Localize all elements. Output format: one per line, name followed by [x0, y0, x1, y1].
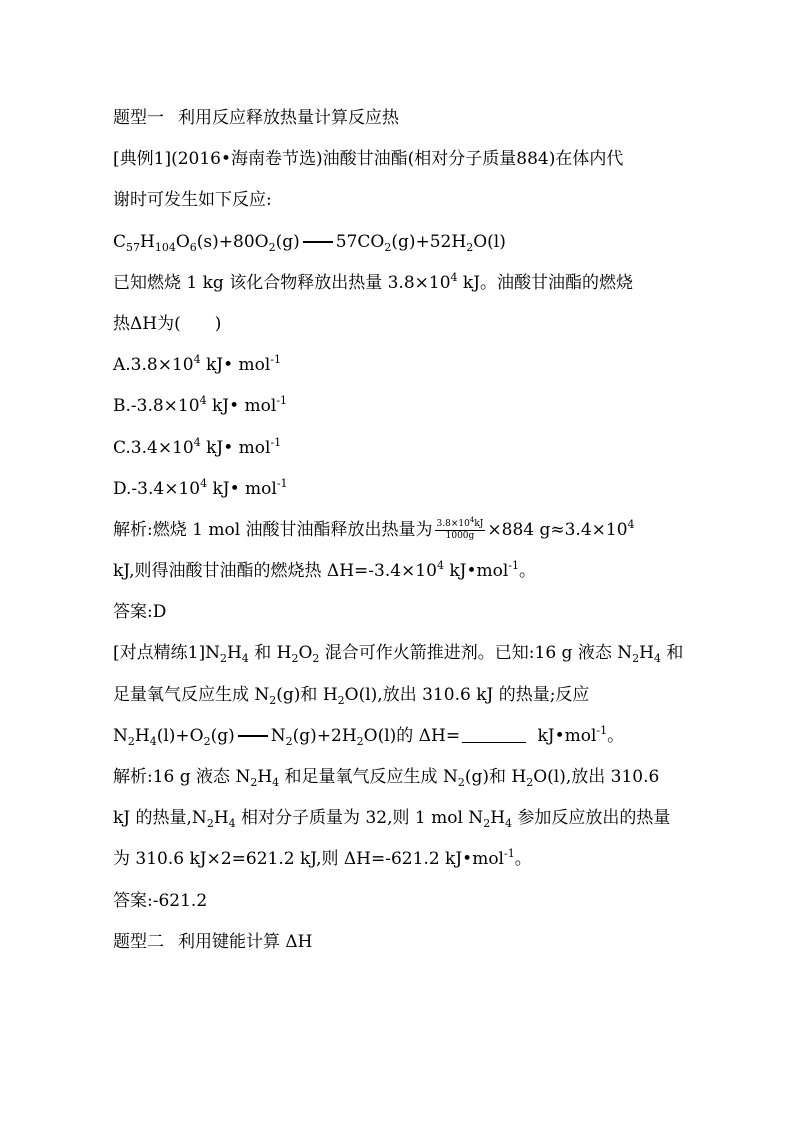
example-1-analysis-cont: kJ,则得油酸甘油酯的燃烧热 $\Delta H=-3.4\times 10^4$ kJ•mol$^{-1}$。	[113, 559, 536, 582]
option-a: $A.3.8\times 10^4$ kJ• mol$^{-1}$	[113, 353, 282, 376]
document-body	[113, 98, 693, 963]
option-d: $D.-3.4\times 10^4$ kJ• mol$^{-1}$	[113, 476, 288, 499]
practice-1-analysis-cont: kJ 的热量$,N_2H_4$ 相对分子质量为 32,则 1 mol $N_2H_4$ 参加反应放出的热量	[113, 808, 671, 831]
heat-fraction: $\frac{3.8\times 10^4kJ}{1000g}$	[436, 515, 484, 541]
reaction-equation: $C_{57}H_{104}O_6(s)+80O_2(g)$ $57CO_2(g)+52H_2O(l)$	[113, 231, 506, 254]
practice-1-analysis-end: 为 310.6 kJ×2=621.2 kJ,则 ΔH=-621.2 kJ•mol$^{-1}$。	[113, 847, 532, 870]
reaction-arrow	[303, 241, 333, 243]
example-1-intro-cont: 谢时可发生如下反应:	[113, 190, 272, 211]
example-1-answer: 答案:D	[113, 602, 167, 623]
example-1-question: 热ΔH为( )	[113, 313, 222, 334]
section-title-2: 题型二 利用键能计算 ΔH	[113, 931, 313, 952]
option-b: $B.-3.8\times 10^4$ kJ• mol$^{-1}$	[113, 394, 288, 417]
example-1-intro: [典例1](2016•海南卷节选)油酸甘油酯(相对分子质量884)在体内代	[113, 149, 624, 170]
practice-1-answer: 答案:-621.2	[113, 890, 208, 911]
section-title-1: 题型一 利用反应释放热量计算反应热	[113, 108, 399, 128]
practice-1-reaction: $N_2H_4(l)+O_2(g)$ $N_2(g)+2H_2O(l)$的 ΔH= kJ•mol$^{-1}$。	[113, 723, 625, 748]
reaction-arrow	[238, 735, 268, 737]
practice-1-given: 足量氧气反应生成 $N_2(g)$和 $H_2O(l)$,放出 310.6 kJ 的热量;反应	[113, 684, 590, 707]
answer-blank[interactable]	[462, 726, 526, 743]
practice-1-intro: [对点精练$1]N_2H_4$ 和 $H_2O_2$ 混合可作火箭推进剂。已知:16 g 液态 $N_2H_4$ 和	[113, 643, 684, 666]
practice-1-analysis: 解析:16 g 液态 $N_2H_4$ 和足量氧气反应生成 $N_2(g)$和 $H_2O(l)$,放出 310.6	[113, 767, 660, 789]
example-1-given: 已知燃烧 1 kg 该化合物释放出热量 $3.8\times 10^4$ kJ。油酸甘油酯的燃烧	[113, 270, 634, 293]
option-c: $C.3.4\times 10^4$ kJ• mol$^{-1}$	[113, 435, 282, 458]
example-1-analysis: 解析:燃烧 1 mol 油酸甘油酯释放出热量为 $\frac{3.8\times 10^4kJ}{1000g}$ ×884 $g\approx 3.4\times 10^4$	[113, 515, 635, 541]
